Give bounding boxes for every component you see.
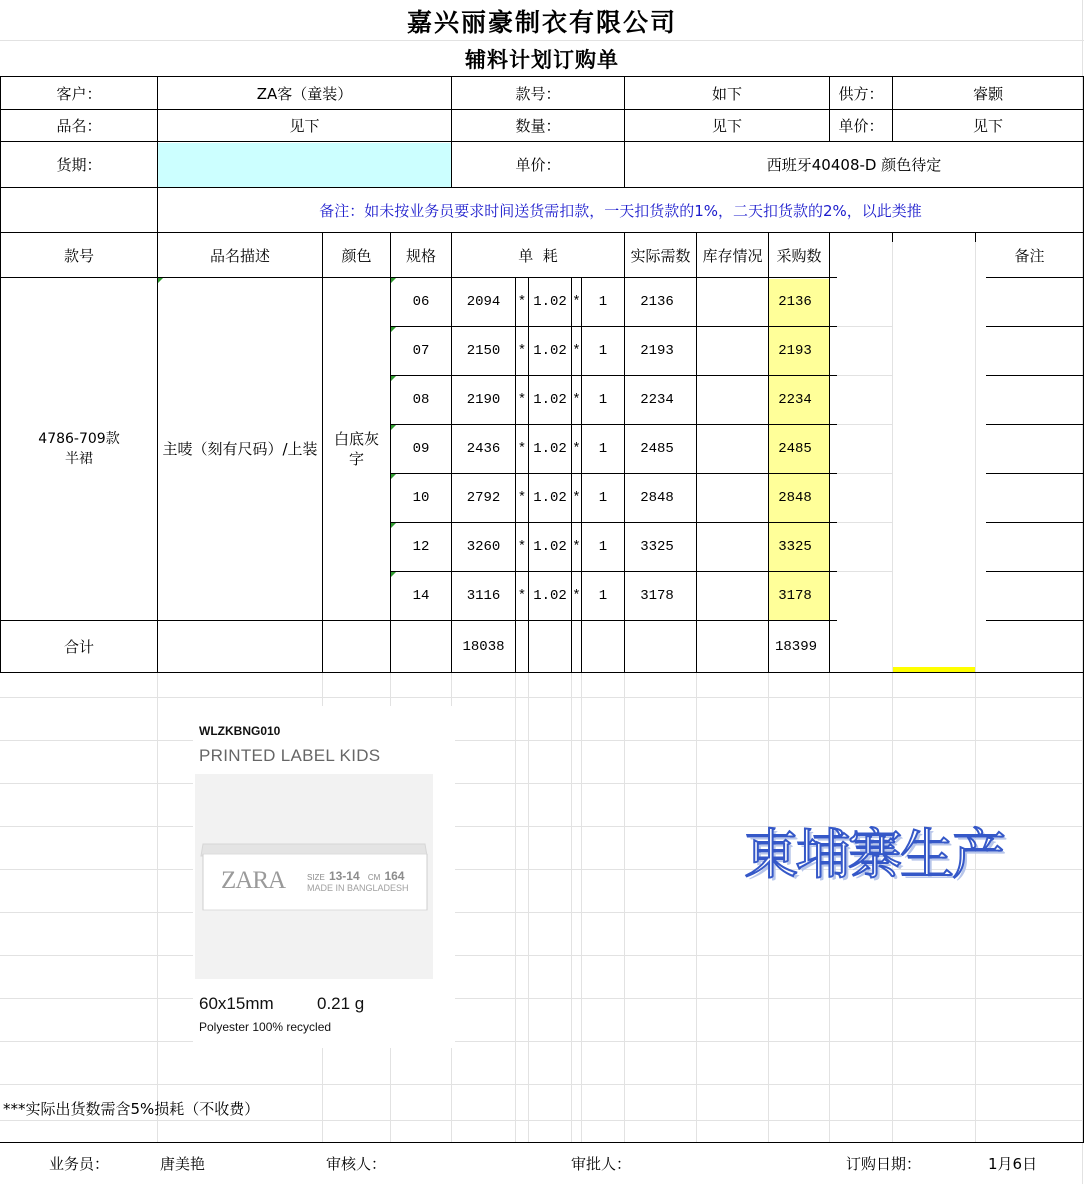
zara-logo: ZARA [221, 867, 286, 894]
multiply-sign: * [572, 588, 581, 604]
stock-cell[interactable] [697, 572, 768, 620]
quantity-value[interactable]: 见下 [711, 117, 742, 135]
label-weight: 0.21 g [317, 994, 365, 1013]
style-value[interactable]: 如下 [711, 84, 742, 103]
salesperson-value[interactable]: 唐美艳 [160, 1155, 206, 1173]
approver-label: 审批人： [571, 1155, 632, 1173]
actual-qty-cell[interactable]: 3325 [640, 539, 674, 555]
salesperson-label: 业务员： [48, 1154, 109, 1173]
header-actual-qty: 实际需数 [630, 246, 691, 265]
style-number[interactable]: 4786-709款 半裙 [38, 431, 120, 467]
header-color: 颜色 [341, 246, 372, 265]
header-size: 规格 [405, 246, 436, 265]
price-value[interactable]: 西班牙40408-D 颜色待定 [766, 156, 942, 174]
customer-value[interactable]: ZA客（童装） [256, 84, 353, 103]
multiply-sign: * [517, 539, 527, 555]
multiplier-cell[interactable]: 1 [598, 441, 608, 457]
qty-cell[interactable]: 2150 [466, 343, 501, 359]
size-cell[interactable]: 07 [412, 343, 430, 359]
unit-price-value[interactable]: 见下 [972, 117, 1003, 135]
company-title: 嘉兴丽豪制衣有限公司 [406, 8, 677, 37]
total-qty[interactable]: 18038 [462, 638, 505, 655]
multiplier-cell[interactable]: 1 [598, 539, 608, 555]
size-cell[interactable]: 09 [412, 441, 430, 457]
delivery-label: 货期： [56, 156, 102, 174]
cm-prefix: CM [367, 873, 381, 882]
factor-cell[interactable]: 1.02 [533, 392, 567, 408]
size-range: 13-14 [328, 869, 360, 883]
multiply-sign: * [517, 441, 527, 457]
total-purchase[interactable]: 18399 [774, 638, 817, 655]
multiplier-cell[interactable]: 1 [598, 588, 608, 604]
multiply-sign: * [572, 490, 581, 506]
size-cell[interactable]: 12 [412, 539, 430, 555]
multiply-sign: * [572, 392, 581, 408]
reviewer-label: 审核人： [326, 1155, 387, 1173]
production-origin-stamp: 東埔寨生产 [744, 823, 1004, 886]
actual-qty-cell[interactable]: 2234 [640, 392, 674, 408]
actual-qty-cell[interactable]: 2193 [640, 343, 674, 359]
multiply-sign: * [517, 588, 527, 604]
made-in-text: MADE IN BANGLADESH [307, 883, 409, 893]
item-color[interactable]: 白底灰字 [333, 430, 379, 468]
document-title: 辅料计划订购单 [465, 48, 619, 72]
total-label: 合计 [63, 638, 94, 656]
label-photo [195, 774, 433, 979]
label-dimensions: 60x15mm [199, 994, 274, 1013]
label-material: Polyester 100% recycled [199, 1020, 332, 1034]
size-prefix: SIZE [307, 873, 325, 882]
multiply-sign: * [517, 294, 527, 310]
header-consumption: 单 耗 [518, 246, 558, 265]
label-code: WLZKBNG010 [199, 724, 281, 738]
multiplier-cell[interactable]: 1 [598, 392, 608, 408]
purchase-qty-cell[interactable]: 2485 [778, 441, 812, 457]
factor-cell[interactable]: 1.02 [533, 539, 567, 555]
footnote: ***实际出货数需含5%损耗（不收费） [3, 1100, 260, 1118]
multiply-sign: * [572, 294, 581, 310]
header-style-no: 款号 [63, 246, 94, 265]
header-remark: 备注 [1014, 246, 1045, 265]
purchase-qty-cell[interactable]: 2848 [778, 490, 812, 506]
stock-cell[interactable] [697, 523, 768, 571]
qty-cell[interactable]: 3260 [466, 539, 501, 555]
header-purchase-qty: 采购数 [776, 246, 822, 265]
multiply-sign: * [517, 392, 527, 408]
purchase-qty-cell[interactable]: 2234 [778, 392, 812, 408]
product-label: 品名： [56, 117, 102, 135]
size-cell[interactable]: 10 [412, 490, 430, 506]
supplier-value[interactable]: 睿颢 [972, 84, 1003, 103]
factor-cell[interactable]: 1.02 [533, 490, 567, 506]
actual-qty-cell[interactable]: 2485 [640, 441, 674, 457]
order-date-label: 订购日期： [846, 1155, 922, 1173]
factor-cell[interactable]: 1.02 [533, 294, 567, 310]
multiplier-cell[interactable]: 1 [598, 343, 608, 359]
multiply-sign: * [572, 539, 581, 555]
qty-cell[interactable]: 2094 [466, 294, 501, 310]
factor-cell[interactable]: 1.02 [533, 343, 567, 359]
purchase-qty-cell[interactable]: 3325 [778, 539, 812, 555]
label-name: PRINTED LABEL KIDS [199, 746, 381, 765]
size-cell[interactable]: 14 [412, 588, 430, 604]
cm-value: 164 [384, 869, 405, 883]
customer-label: 客户： [56, 84, 102, 103]
multiply-sign: * [517, 490, 527, 506]
delivery-value[interactable] [158, 142, 451, 187]
stock-cell[interactable] [697, 327, 768, 375]
style-label: 款号： [515, 84, 561, 103]
product-value[interactable]: 见下 [289, 117, 320, 135]
actual-qty-cell[interactable]: 3178 [640, 588, 674, 604]
actual-qty-cell[interactable]: 2848 [640, 490, 674, 506]
purchase-qty-cell[interactable]: 2136 [778, 294, 812, 310]
quantity-label: 数量： [515, 117, 561, 135]
unit-price-label: 单价： [838, 117, 884, 135]
multiplier-cell[interactable]: 1 [598, 294, 608, 310]
header-description: 品名描述 [209, 246, 270, 265]
factor-cell[interactable]: 1.02 [533, 588, 567, 604]
size-cell[interactable]: 06 [412, 294, 430, 310]
stock-cell[interactable] [697, 474, 768, 522]
label-spec-card [193, 706, 455, 1048]
multiplier-cell[interactable]: 1 [598, 490, 608, 506]
item-description[interactable]: 主唛（刻有尺码）/上装 [162, 440, 318, 458]
order-date-value[interactable]: 1月6日 [988, 1155, 1038, 1173]
remark-note: 备注：如未按业务员要求时间送货需扣款，一天扣货款的1%，二天扣货款的2%，以此类推 [319, 201, 922, 220]
stock-cell[interactable] [697, 376, 768, 424]
price-label: 单价： [515, 156, 561, 174]
factor-cell[interactable]: 1.02 [533, 441, 567, 457]
stock-cell[interactable] [697, 425, 768, 473]
header-stock: 库存情况 [702, 246, 763, 265]
purchase-qty-cell[interactable]: 3178 [778, 588, 812, 604]
multiply-sign: * [572, 343, 581, 359]
multiply-sign: * [572, 441, 581, 457]
qty-cell[interactable]: 2792 [466, 490, 501, 506]
qty-cell[interactable]: 2190 [466, 392, 501, 408]
label-size-line [307, 867, 404, 884]
size-cell[interactable]: 08 [412, 392, 430, 408]
qty-cell[interactable]: 2436 [466, 441, 501, 457]
purchase-qty-cell[interactable]: 2193 [778, 343, 812, 359]
stock-cell[interactable] [697, 278, 768, 326]
multiply-sign: * [517, 343, 527, 359]
qty-cell[interactable]: 3116 [466, 588, 501, 604]
actual-qty-cell[interactable]: 2136 [640, 294, 674, 310]
supplier-label: 供方： [838, 84, 884, 103]
